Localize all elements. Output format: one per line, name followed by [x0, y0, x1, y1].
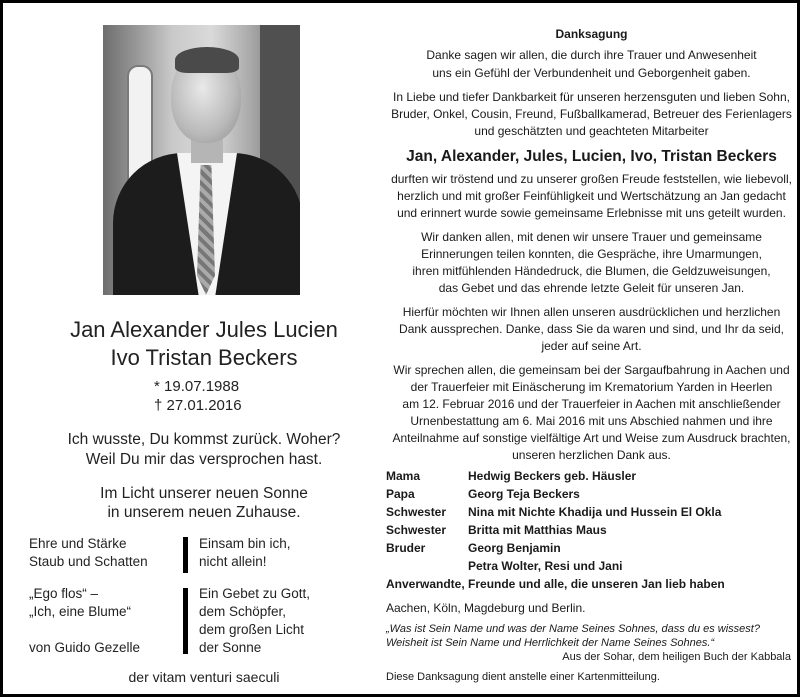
portrait-photo — [103, 25, 300, 295]
photo-hair — [175, 47, 239, 73]
quote2-line1: Im Licht unserer neuen Sonne — [100, 485, 308, 502]
text-line: Danke sagen wir allen, die durch ihre Trauer und Anwesenheit — [426, 48, 757, 62]
poem-divider-bar — [183, 588, 188, 654]
relative-role: Schwester — [386, 505, 447, 519]
poem-line: Ehre und Stärke — [29, 536, 127, 551]
text-line: durften wir tröstend und zu unserer großen Freude feststellen, wie liebevoll, — [391, 172, 792, 186]
relative-name: Hedwig Beckers geb. Häusler — [468, 469, 637, 483]
relative-name: Petra Wolter, Resi und Jani — [468, 559, 623, 573]
text-line: herzlich und mit großer Feinfühligkeit und Wertschätzung an Jan gedacht — [397, 189, 786, 203]
danksagung-title: Danksagung — [555, 27, 628, 41]
text-line: ihren mitfühlenden Händedruck, die Blumen, die Geldzuweisungen, — [412, 264, 771, 278]
text-line: unseren herzlichen Dank aus. — [512, 448, 671, 462]
closing-line: der vitam venturi saeculi — [128, 669, 280, 685]
text-line: der Trauerfeier mit Einäscherung im Krematorium Yarden in Heerlen — [410, 380, 773, 394]
full-name-heading: Jan, Alexander, Jules, Lucien, Ivo, Tristan Beckers — [406, 148, 777, 165]
text-line: Dank aussprechen. Danke, dass Sie da waren und sind, und Ihr da seid, — [399, 322, 784, 336]
relative-role: Bruder — [386, 541, 426, 555]
poem1-left — [29, 535, 148, 571]
poem-line — [29, 621, 140, 639]
poem-line: von Guido Gezelle — [29, 640, 141, 655]
death-date: † 27.01.2016 — [154, 397, 242, 414]
poem-line: dem Schöpfer, — [199, 604, 287, 619]
poem-line: Einsam bin ich, — [199, 536, 291, 551]
relative-role: Papa — [386, 487, 415, 501]
poem-line: Ein Gebet zu Gott, — [199, 586, 311, 601]
poem-divider-bar — [183, 537, 188, 573]
right-column — [386, 3, 797, 694]
deceased-name-line2: Ivo Tristan Beckers — [110, 345, 298, 370]
text-line: Anteilnahme auf sonstige vielfältige Art und Weise zum Ausdruck brachten, — [392, 431, 791, 445]
text-line: am 12. Februar 2016 und der Trauerfeier in Aachen mit anschließender — [402, 397, 781, 411]
footer-note: Diese Danksagung dient anstelle einer Kartenmitteilung. — [386, 671, 660, 683]
text-line: jeder auf seine Art. — [541, 339, 642, 353]
text-line: uns ein Gefühl der Verbundenheit und Geborgenheit gaben. — [432, 66, 751, 80]
text-line: Wir danken allen, mit denen wir unsere Trauer und gemeinsame — [421, 230, 762, 244]
deceased-name-line1: Jan Alexander Jules Lucien — [70, 317, 338, 342]
text-line: Bruder, Onkel, Cousin, Freund, Fußballkamerad, Betreuer des Ferienlagers — [391, 107, 792, 121]
kabbala-source: Aus der Sohar, dem heiligen Buch der Kabbala — [562, 651, 791, 663]
text-line: In Liebe und tiefer Dankbarkeit für unseren herzensguten und lieben Sohn, — [393, 90, 790, 104]
poem-line: dem großen Licht — [199, 622, 305, 637]
text-line: das Gebet und das ehrende letzte Geleit für unseren Jan. — [438, 281, 745, 295]
relative-role: Schwester — [386, 523, 447, 537]
relative-role: Mama — [386, 469, 421, 483]
quote1-line2: Weil Du mir das versprochen hast. — [85, 451, 323, 468]
relative-name: Nina mit Nichte Khadija und Hussein El Okla — [468, 505, 722, 519]
text-line: und geschätzten und geachteten Mitarbeiter — [474, 124, 709, 138]
text-line: Erinnerungen teilen konnten, die Gespräche, ihre Umarmungen, — [421, 247, 762, 261]
others-line: Anverwandte, Freunde und alle, die unseren Jan lieb haben — [386, 577, 725, 591]
poem-line: „Ego flos“ – — [29, 586, 99, 601]
poem-line: Staub und Schatten — [29, 554, 148, 569]
text-line: Urnenbestattung am 6. Mai 2016 mit uns Abschied nahmen und ihre — [410, 414, 773, 428]
poem2-left — [29, 585, 140, 657]
poem1-right — [199, 535, 291, 571]
left-column — [6, 3, 386, 694]
poem-line: „Ich, eine Blume“ — [29, 604, 132, 619]
text-line: Hierfür möchten wir Ihnen allen unseren ausdrücklichen und herzlichen — [402, 305, 781, 319]
text-line: und erinnert wurde sowie gemeinsame Erlebnisse mit uns geteilt wurden. — [397, 206, 786, 220]
relative-name: Georg Benjamin — [468, 541, 561, 555]
poem-line: der Sonne — [199, 640, 262, 655]
quote2-line2: in unserem neuen Zuhause. — [107, 504, 301, 521]
text-line: Wir sprechen allen, die gemeinsam bei der Sargaufbahrung in Aachen und — [393, 363, 790, 377]
kabbala-quote-line: „Was ist Sein Name und was der Name Seines Sohnes, dass du es wissest? — [386, 623, 760, 635]
places-line: Aachen, Köln, Magdeburg und Berlin. — [386, 601, 586, 615]
poem-line: nicht allein! — [199, 554, 267, 569]
birth-date: * 19.07.1988 — [154, 378, 240, 395]
relative-name: Britta mit Matthias Maus — [468, 523, 607, 537]
kabbala-quote-line: Weisheit ist Sein Name und Herrlichkeit der Name Seines Sohnes.“ — [386, 637, 715, 649]
poem2-right — [199, 585, 310, 657]
relative-name: Georg Teja Beckers — [468, 487, 580, 501]
quote1-line1: Ich wusste, Du kommst zurück. Woher? — [67, 431, 341, 448]
